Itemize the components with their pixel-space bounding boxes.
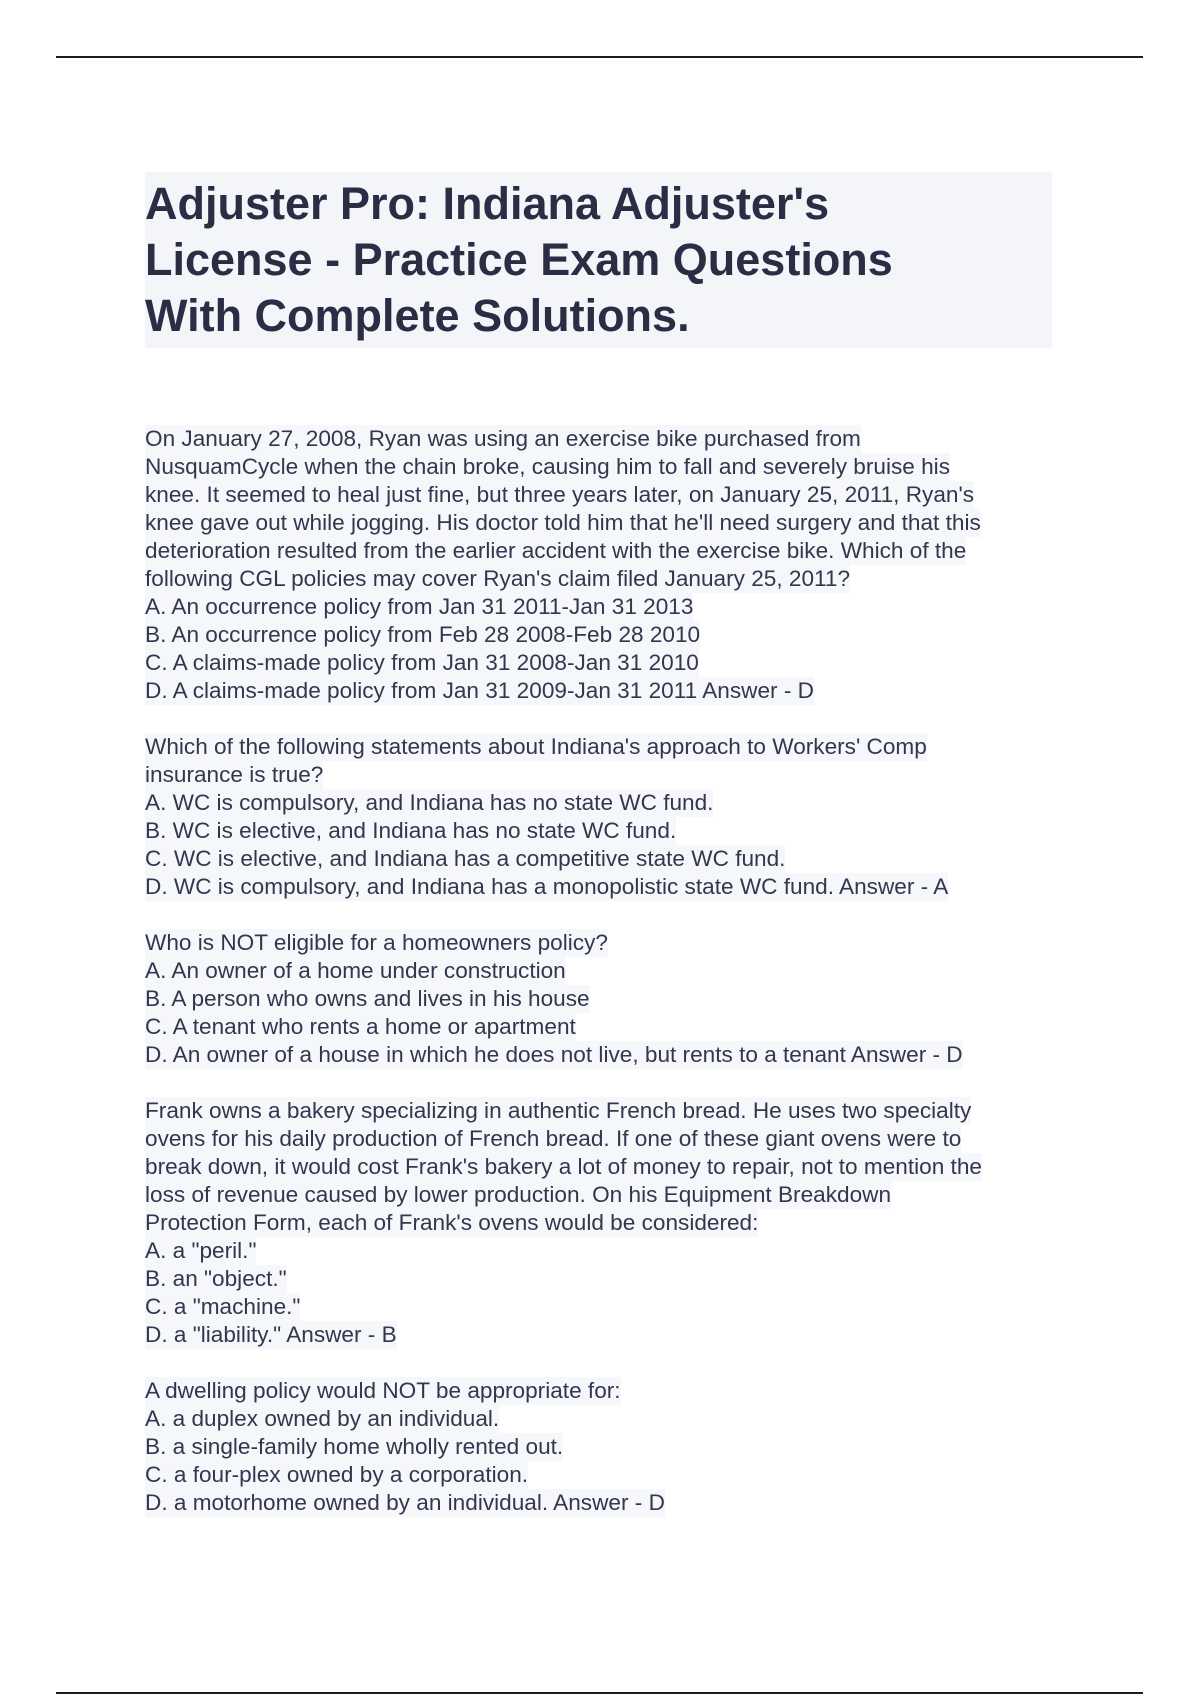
- question-text-line: break down, it would cost Frank's bakery a lot of money to repair, not to mention the: [145, 1154, 982, 1179]
- title-line: License - Practice Exam Questions: [145, 234, 893, 285]
- option-a: A. An occurrence policy from Jan 31 2011-Jan 31 2013: [145, 594, 694, 619]
- question-1: [145, 425, 1065, 705]
- option-d-answer: D. a motorhome owned by an individual. Answer - D: [145, 1490, 665, 1515]
- questions-body: [145, 425, 1065, 1545]
- option-d-answer: D. WC is compulsory, and Indiana has a monopolistic state WC fund. Answer - A: [145, 874, 949, 899]
- question-text-line: loss of revenue caused by lower production. On his Equipment Breakdown: [145, 1182, 892, 1207]
- option-b: B. A person who owns and lives in his house: [145, 986, 590, 1011]
- question-text-line: ovens for his daily production of French bread. If one of these giant ovens were to: [145, 1126, 962, 1151]
- question-text-line: following CGL policies may cover Ryan's claim filed January 25, 2011?: [145, 566, 851, 591]
- question-3: [145, 929, 1065, 1069]
- title-line: With Complete Solutions.: [145, 290, 690, 341]
- option-c: C. A claims-made policy from Jan 31 2008-Jan 31 2010: [145, 650, 699, 675]
- question-2: [145, 733, 1065, 901]
- option-c: C. a four-plex owned by a corporation.: [145, 1462, 529, 1487]
- question-text-line: Which of the following statements about Indiana's approach to Workers' Comp: [145, 734, 927, 759]
- question-4: [145, 1097, 1065, 1349]
- bottom-rule: [56, 1692, 1143, 1694]
- top-rule: [56, 56, 1143, 58]
- question-text-line: Who is NOT eligible for a homeowners policy?: [145, 930, 608, 955]
- option-c: C. WC is elective, and Indiana has a competitive state WC fund.: [145, 846, 786, 871]
- question-text-line: knee gave out while jogging. His doctor told him that he'll need surgery and that this: [145, 510, 981, 535]
- option-c: C. A tenant who rents a home or apartment: [145, 1014, 576, 1039]
- title-line: Adjuster Pro: Indiana Adjuster's: [145, 178, 830, 229]
- document-title: [145, 176, 1052, 344]
- question-text-line: deterioration resulted from the earlier accident with the exercise bike. Which of the: [145, 538, 967, 563]
- question-text-line: A dwelling policy would NOT be appropriate for:: [145, 1378, 621, 1403]
- question-text-line: NusquamCycle when the chain broke, causing him to fall and severely bruise his: [145, 454, 951, 479]
- question-text-line: Frank owns a bakery specializing in authentic French bread. He uses two specialty: [145, 1098, 972, 1123]
- question-5: [145, 1377, 1065, 1517]
- option-d-answer: D. a "liability." Answer - B: [145, 1322, 397, 1347]
- option-a: A. An owner of a home under construction: [145, 958, 566, 983]
- option-a: A. a "peril.": [145, 1238, 257, 1263]
- option-b: B. An occurrence policy from Feb 28 2008-Feb 28 2010: [145, 622, 701, 647]
- option-b: B. a single-family home wholly rented out.: [145, 1434, 564, 1459]
- option-c: C. a "machine.": [145, 1294, 301, 1319]
- option-a: A. WC is compulsory, and Indiana has no state WC fund.: [145, 790, 714, 815]
- option-b: B. WC is elective, and Indiana has no state WC fund.: [145, 818, 677, 843]
- question-text-line: insurance is true?: [145, 762, 324, 787]
- option-b: B. an "object.": [145, 1266, 287, 1291]
- option-d-answer: D. A claims-made policy from Jan 31 2009-Jan 31 2011 Answer - D: [145, 678, 814, 703]
- question-text-line: knee. It seemed to heal just fine, but three years later, on January 25, 2011, Ryan's: [145, 482, 975, 507]
- option-a: A. a duplex owned by an individual.: [145, 1406, 500, 1431]
- question-text-line: Protection Form, each of Frank's ovens would be considered:: [145, 1210, 759, 1235]
- title-block: [145, 172, 1052, 348]
- question-text-line: On January 27, 2008, Ryan was using an exercise bike purchased from: [145, 426, 861, 451]
- option-d-answer: D. An owner of a house in which he does not live, but rents to a tenant Answer - D: [145, 1042, 963, 1067]
